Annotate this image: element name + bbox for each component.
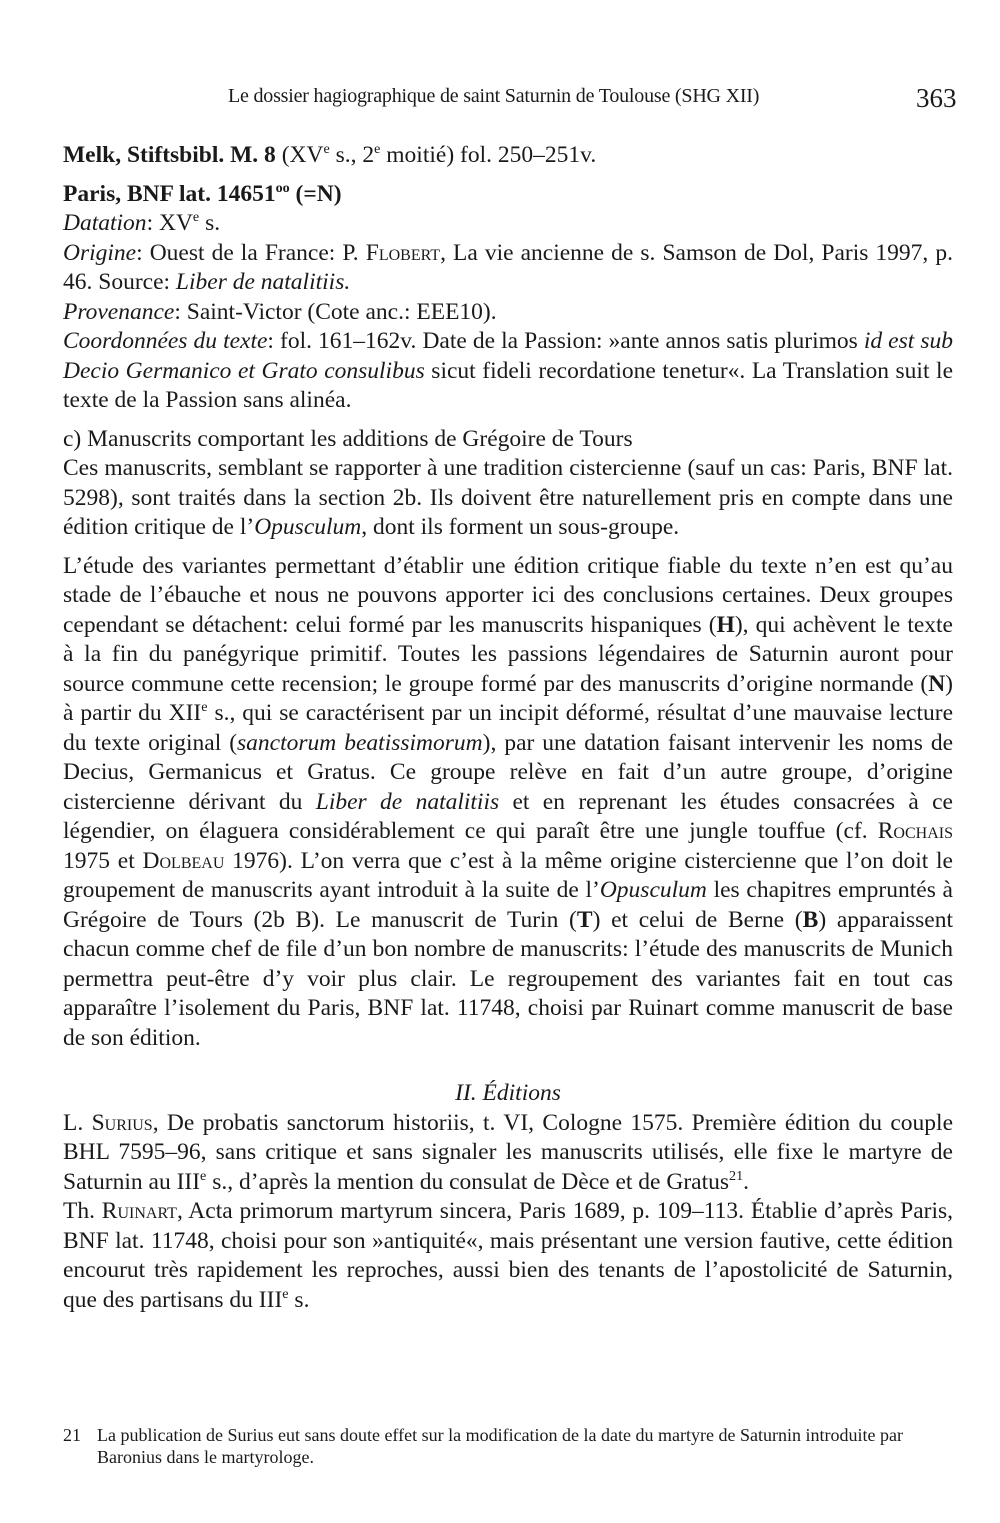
coordonnees-post: sicut fideli recordatione tenetur«. La Translation suit le texte de la Passion sans alinéa. bbox=[63, 357, 953, 413]
coordonnees-italic: id est sub Decio Germanico et Grato consulibus bbox=[63, 328, 953, 384]
origine-author: Flobert bbox=[365, 239, 441, 266]
footnote-number: 21 bbox=[63, 1425, 81, 1445]
siglum-b: B bbox=[802, 906, 819, 933]
variants-t1: L’étude des variantes permettant d’établir une édition critique fiable du texte n’en est qu’au stade de l’ébauche et nous ne pouvons apporter ici des conclusions certaines. Deux groupes cependant se détachent: celui formé par les manuscrits hispaniques ( bbox=[63, 552, 953, 638]
edition-ruinart-author: Ruinart bbox=[101, 1198, 177, 1224]
edition-ruinart-pre: Th. bbox=[63, 1198, 102, 1224]
footnote-21 bbox=[63, 1424, 953, 1468]
section-c bbox=[63, 425, 953, 543]
section-c-text-pre: Ces manuscrits, semblant se rapporter à une tradition cistercienne (sauf un cas: Paris, BNF lat. 5298), sont traités dans la section 2b. Ils doivent être naturellement pris en compte dans une édition critique de l’ bbox=[63, 455, 953, 540]
datation-label: Datation bbox=[63, 210, 147, 236]
origine-source: Liber de natalitiis. bbox=[175, 269, 351, 295]
section-c-italic: Opusculum bbox=[254, 514, 362, 540]
variants-t4: s., qui se caractérisent par un incipit déformé, résultat d’une mauvaise lecture du texte original ( bbox=[63, 700, 953, 756]
paris-14651-heading bbox=[63, 180, 953, 210]
origine-value-post: , La vie ancienne de s. Samson de Dol, Paris 1997, p. 46. Source: bbox=[63, 239, 953, 295]
variants-paragraph bbox=[63, 552, 953, 1054]
provenance-value: : Saint-Victor (Cote anc.: EEE10). bbox=[174, 298, 497, 325]
datation-value: : XV bbox=[146, 210, 193, 236]
variants-t9: les chapitres empruntés à Grégoire de Tours (2b B). Le manuscrit de Turin ( bbox=[63, 877, 953, 933]
melk-entry bbox=[63, 141, 953, 171]
variants-t3-sup: e bbox=[201, 699, 208, 716]
footnote-ref-21[interactable]: 21 bbox=[729, 1167, 744, 1184]
section-c-text bbox=[63, 454, 953, 543]
edition-ruinart-text: , Acta primorum martyrum sincera, Paris 1689, p. 109–113. Établie d’après Paris, BNF lat. 11748, choisi pour son »antiquité«, mais présentant une version fautive, cette édition encourut très rapidement les reproches, aussi bien des tenants de l’apostolicité de Saturnin, que des partisans du III bbox=[63, 1198, 953, 1313]
provenance-line bbox=[63, 298, 953, 328]
variants-t10: ) et celui de Berne ( bbox=[592, 906, 803, 933]
coordonnees-value: : fol. 161–162v. Date de la Passion: »ante annos satis plurimos bbox=[267, 328, 864, 354]
siglum-h: H bbox=[716, 611, 735, 638]
main-text bbox=[63, 141, 953, 1315]
edition-surius-author: Surius bbox=[91, 1109, 153, 1136]
datation-line bbox=[63, 209, 953, 239]
edition-ruinart-sup: e bbox=[282, 1285, 289, 1302]
melk-rest: moitié) fol. 250–251v. bbox=[380, 142, 597, 168]
running-title: Le dossier hagiographique de saint Saturnin de Toulouse (SHG XII) bbox=[228, 85, 760, 107]
variants-t3: ) à partir du XII bbox=[63, 670, 953, 726]
melk-shelfmark: Melk, Stiftsbibl. M. 8 bbox=[63, 142, 276, 168]
paris-14651-siglum: (=N) bbox=[289, 180, 342, 207]
origine-value: : Ouest de la France: P. bbox=[136, 239, 366, 266]
variants-sc1: Rochais bbox=[877, 818, 953, 844]
editions-section bbox=[63, 1079, 953, 1315]
origine-line bbox=[63, 239, 953, 298]
datation-sup: e bbox=[192, 209, 200, 226]
variants-t11: ) apparaissent chacun comme chef de file d’un bon nombre de manuscrits: l’étude des manuscrits de Munich permettra peut-être d’y voir plus clair. Le regroupement des variantes fait en tout cas apparaître l’isolement du Paris, BNF lat. 11748, choisi par Ruinart comme manuscrit de base de son édition. bbox=[63, 906, 953, 1051]
paris-14651-entry bbox=[63, 180, 953, 416]
melk-century-post: s., 2 bbox=[329, 142, 375, 168]
origine-label: Origine bbox=[63, 239, 137, 266]
variants-i1: sanctorum beatissimorum bbox=[237, 729, 483, 756]
variants-i3: Opusculum bbox=[599, 877, 707, 903]
melk-half-sup: e bbox=[374, 141, 381, 158]
datation-post: s. bbox=[199, 210, 221, 236]
running-header bbox=[0, 83, 1000, 117]
section-c-text-post: , dont ils forment un sous-groupe. bbox=[361, 514, 680, 540]
footnote-text: La publication de Surius eut sans doute effet sur la modification de la date du martyre de Saturnin introduite par Baronius dans le martyrologe. bbox=[97, 1425, 903, 1467]
coordonnees-line bbox=[63, 327, 953, 416]
edition-surius-end: . bbox=[743, 1168, 749, 1195]
coordonnees-label: Coordonnées du texte bbox=[63, 328, 268, 354]
variants-t7: 1975 et bbox=[63, 847, 143, 874]
siglum-t: T bbox=[576, 906, 593, 933]
provenance-label: Provenance bbox=[63, 298, 175, 325]
edition-surius-text2: s., d’après la mention du consulat de Dèce et de Gratus bbox=[206, 1168, 730, 1195]
paris-14651-sup: oo bbox=[275, 179, 290, 196]
page-number: 363 bbox=[916, 83, 957, 113]
edition-surius-sup: e bbox=[200, 1167, 207, 1184]
variants-t6: et en reprenant les études consacrées à ce légendier, on élaguera considérablement ce qui paraît être une jungle touffue (cf. bbox=[63, 788, 953, 844]
edition-surius-pre: L. bbox=[63, 1109, 92, 1136]
edition-surius bbox=[63, 1109, 953, 1198]
edition-ruinart bbox=[63, 1197, 953, 1315]
paris-14651-shelfmark: Paris, BNF lat. 14651 bbox=[63, 180, 276, 207]
section-c-heading: c) Manuscrits comportant les additions de Grégoire de Tours bbox=[63, 425, 633, 452]
variants-t2: ), qui achèvent le texte à la fin du panégyrique primitif. Toutes les passions légendaires de Saturnin auront pour source commune cette recension; le groupe formé par des manuscrits d’origine normande ( bbox=[63, 611, 953, 697]
editions-heading: II. Éditions bbox=[455, 1080, 561, 1106]
melk-century: (XV bbox=[281, 142, 324, 168]
edition-surius-text: , De probatis sanctorum historiis, t. VI, Cologne 1575. Première édition du couple BHL 7595–96, sans critique et sans signaler les manuscrits utilisés, elle fixe le martyre de Saturnin au III bbox=[63, 1109, 954, 1195]
variants-t5: ), par une datation faisant intervenir les noms de Decius, Germanicus et Gratus. Ce groupe relève en fait d’un autre groupe, d’origine cistercienne dérivant du bbox=[63, 729, 953, 815]
siglum-n: N bbox=[928, 670, 946, 697]
variants-t8: 1976). L’on verra que c’est à la même origine cistercienne que l’on doit le groupement de manuscrits ayant introduit à la suite de l’ bbox=[63, 847, 953, 903]
variants-i2: Liber de natalitiis bbox=[315, 788, 500, 815]
melk-century-sup: e bbox=[323, 141, 330, 158]
variants-sc2: Dolbeau bbox=[142, 847, 225, 874]
edition-ruinart-end: s. bbox=[288, 1286, 310, 1313]
